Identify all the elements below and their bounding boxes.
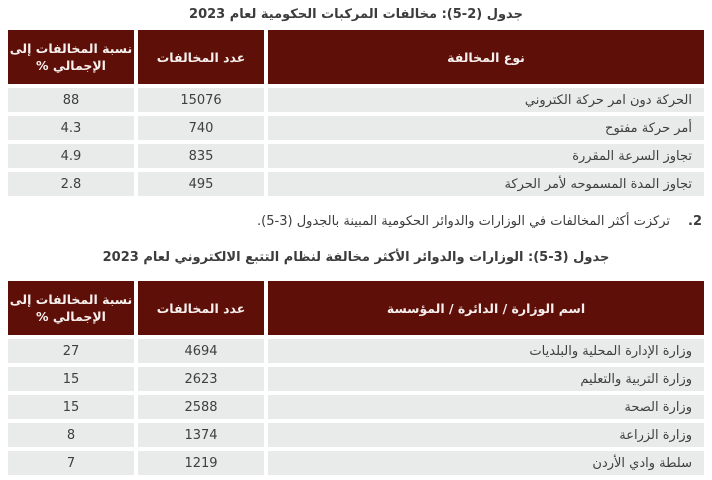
ministry-name: وزارة الإدارة المحلية والبلديات <box>268 339 704 363</box>
violation-percentage: 8 <box>8 423 134 447</box>
ministry-name: وزارة التربية والتعليم <box>268 367 704 391</box>
violation-type: تجاوز المدة المسموحه لأمر الحركة <box>268 172 704 196</box>
ministry-name: وزارة الزراعة <box>268 423 704 447</box>
violation-count: 15076 <box>138 88 264 112</box>
violation-count: 1219 <box>138 451 264 475</box>
violation-percentage: 15 <box>8 367 134 391</box>
table1-header-row <box>8 30 704 84</box>
violation-percentage: 88 <box>8 88 134 112</box>
violation-percentage: 4.9 <box>8 144 134 168</box>
violation-count: 1374 <box>138 423 264 447</box>
pct-header-line2: الإجمالي % <box>36 309 106 324</box>
table2-header-row <box>8 281 704 335</box>
table-row <box>8 339 704 363</box>
numbered-note <box>10 213 702 230</box>
note-number: 2. <box>688 214 702 229</box>
violation-percentage: 27 <box>8 339 134 363</box>
note-text: تركزت أكثر المخالفات في الوزارات والدوائر الحكومية المبينة بالجدول (3-5). <box>257 214 670 229</box>
table-row <box>8 367 704 391</box>
ministry-name: سلطة وادي الأردن <box>268 451 704 475</box>
pct-header-line1: نسبة المخالفات إلى <box>9 292 133 307</box>
pct-header-line2: الإجمالي % <box>36 58 106 73</box>
table-row <box>8 88 704 112</box>
table1-header-violation-count: عدد المخالفات <box>138 30 264 84</box>
violation-type: أمر حركة مفتوح <box>268 116 704 140</box>
table1-header-violation-percentage <box>8 30 134 84</box>
table-row <box>8 144 704 168</box>
violation-count: 2623 <box>138 367 264 391</box>
table2-title: جدول (3-5): الوزارات والدوائر الأكثر مخالفة لنظام التتبع الالكتروني لعام 2023 <box>102 250 610 265</box>
violation-count: 740 <box>138 116 264 140</box>
violation-count: 2588 <box>138 395 264 419</box>
pct-header-line1: نسبة المخالفات إلى <box>9 41 133 56</box>
table1-title: جدول (2-5): مخالفات المركبات الحكومية لعام 2023 <box>189 7 523 22</box>
violation-count: 835 <box>138 144 264 168</box>
violation-percentage: 15 <box>8 395 134 419</box>
table2-violations-by-ministry <box>8 281 704 475</box>
violation-type: تجاوز السرعة المقررة <box>268 144 704 168</box>
table-row <box>8 395 704 419</box>
violation-count: 495 <box>138 172 264 196</box>
table-row <box>8 423 704 447</box>
violation-percentage: 7 <box>8 451 134 475</box>
violation-percentage: 4.3 <box>8 116 134 140</box>
table-row <box>8 172 704 196</box>
table-row <box>8 451 704 475</box>
violation-count: 4694 <box>138 339 264 363</box>
table1-violations-by-type <box>8 30 704 196</box>
table1-header-violation-type: نوع المخالفة <box>268 30 704 84</box>
ministry-name: وزارة الصحة <box>268 395 704 419</box>
table-row <box>8 116 704 140</box>
table2-header-ministry-name: اسم الوزارة / الدائرة / المؤسسة <box>268 281 704 335</box>
violation-type: الحركة دون امر حركة الكتروني <box>268 88 704 112</box>
violation-percentage: 2.8 <box>8 172 134 196</box>
table2-header-violation-percentage <box>8 281 134 335</box>
table2-header-violation-count: عدد المخالفات <box>138 281 264 335</box>
